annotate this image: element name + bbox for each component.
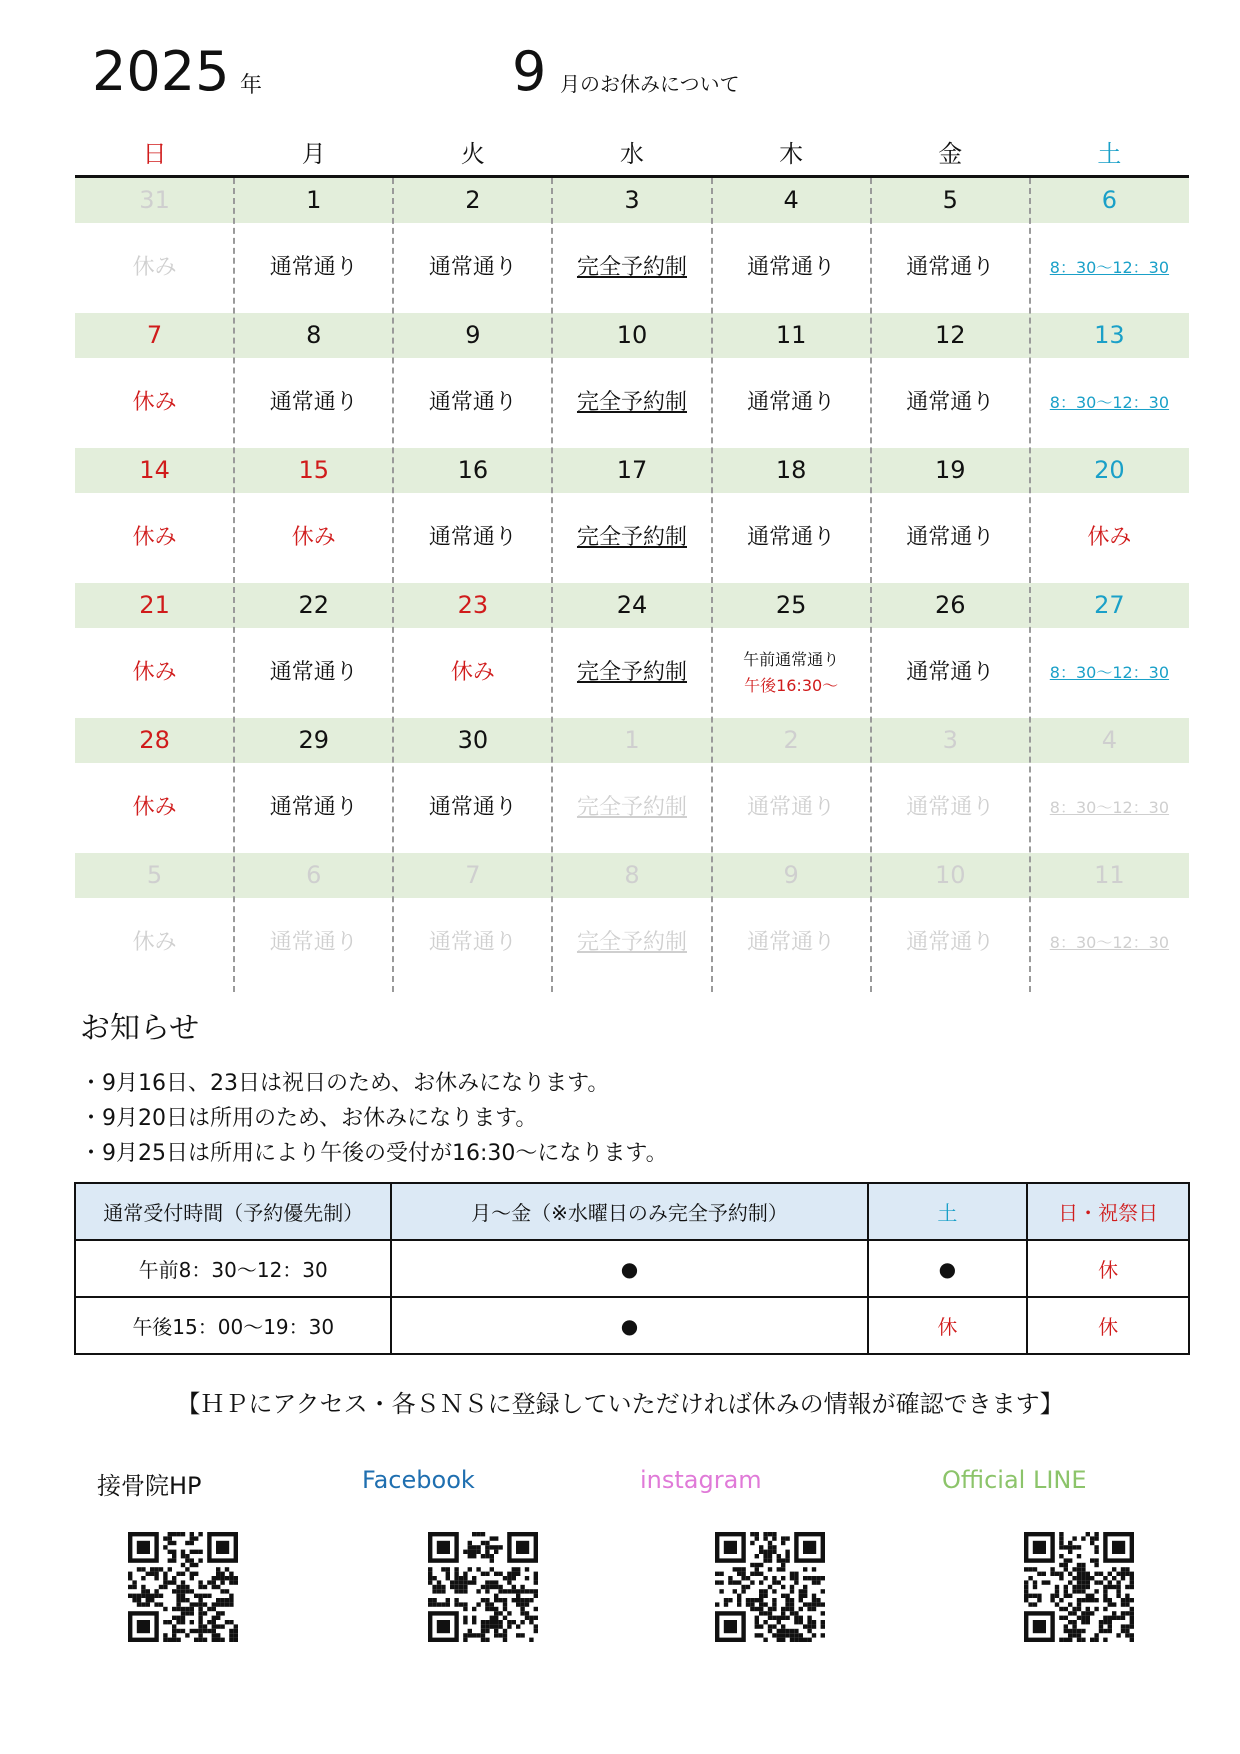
calendar-week-row [75,583,1189,718]
day-number: 8 [624,861,640,889]
day-status-text: 通常通り [428,390,517,415]
calendar-week-row [75,178,1189,313]
qr-code-hp-icon[interactable] [128,1532,238,1642]
day-status-text: 通常通り [747,930,836,955]
hours-table [74,1182,1190,1355]
day-status [1030,493,1189,583]
day-status-text: 通常通り [269,795,358,820]
column-divider [1029,178,1031,992]
day-number: 22 [298,591,329,619]
hours-saturday-value: ● [868,1240,1028,1297]
day-status [712,493,871,583]
qr-code-instagram-icon[interactable] [715,1532,825,1642]
column-divider [233,178,235,992]
day-status-text: 8：30～12：30 [1049,663,1170,682]
day-status-text: 8：30～12：30 [1049,933,1170,952]
day-status [393,223,552,313]
day-status-text: 完全予約制 [576,795,687,820]
notice-line: ・9月20日は所用のため、お休みになります。 [80,1106,538,1131]
day-status [75,358,234,448]
day-number: 4 [783,186,799,214]
day-number: 7 [146,321,163,349]
day-number: 10 [935,861,966,889]
day-status-text: 休み [291,525,336,550]
day-status-text: 通常通り [906,795,995,820]
hours-saturday-value: 休 [868,1297,1028,1354]
day-number: 3 [624,186,640,214]
day-number: 25 [775,591,807,619]
day-number: 31 [139,186,170,214]
column-divider [551,178,553,992]
sns-label-hp: 接骨院HP [97,1472,202,1500]
weekday-header: 土 [1097,140,1122,168]
day-number: 17 [616,456,648,484]
calendar [75,134,1189,992]
day-number: 5 [942,186,958,214]
qr-code-line-icon[interactable] [1024,1532,1134,1642]
sns-label-facebook: Facebook [362,1466,475,1494]
hours-weekday-value: ● [391,1240,867,1297]
day-status [234,628,393,718]
column-divider [392,178,394,992]
calendar-week-row [75,853,1189,988]
day-status-text: 完全予約制 [576,390,687,415]
day-status-text: 通常通り [428,255,517,280]
year: 2025 [92,40,230,103]
day-status-text: 通常通り [269,390,358,415]
day-status [552,358,711,448]
day-status [712,223,871,313]
month: 9 [512,40,547,103]
day-status [1030,223,1189,313]
day-number: 1 [306,186,322,214]
day-status [552,763,711,853]
day-status [393,628,552,718]
hours-holiday-value: 休 [1027,1297,1189,1354]
day-number: 14 [139,456,170,484]
weekday-header: 水 [619,140,644,168]
day-status-text: 通常通り [747,255,836,280]
day-number: 15 [298,456,329,484]
day-number: 2 [783,726,799,754]
day-status-text: 休み [132,255,177,280]
day-status-text: 通常通り [906,930,995,955]
day-status [1030,898,1189,988]
day-status-text: 通常通り [428,930,517,955]
day-number: 11 [1094,861,1125,889]
day-number: 6 [1101,186,1118,214]
weekday-header: 日 [142,140,167,168]
day-status-text: 通常通り [906,525,995,550]
day-status-text: 完全予約制 [576,525,687,550]
day-status-text: 休み [132,525,177,550]
day-number: 26 [935,591,966,619]
day-status [552,223,711,313]
hours-header-sunday-holiday: 日・祝祭日 [1027,1183,1189,1240]
day-number: 13 [1094,321,1125,349]
day-status [393,898,552,988]
notice-title: お知らせ [80,1011,200,1046]
day-status-text: 休み [132,390,177,415]
day-status [871,223,1030,313]
day-status-text: 休み [450,660,495,685]
day-status-text: 完全予約制 [576,660,687,685]
day-status-text: 通常通り [428,795,517,820]
day-status-text: 休み [1087,525,1132,550]
day-status [234,898,393,988]
day-status-text: 通常通り [747,390,836,415]
day-status [234,763,393,853]
day-status-text: 8：30～12：30 [1049,393,1170,412]
day-status [75,763,234,853]
day-status [234,223,393,313]
day-status-text: 通常通り [747,525,836,550]
qr-code-facebook-icon[interactable] [428,1532,538,1642]
sns-label-instagram: instagram [640,1466,762,1494]
day-status-text: 通常通り [269,255,358,280]
day-number: 21 [139,591,170,619]
day-status [75,628,234,718]
day-status-text: 8：30～12：30 [1049,798,1170,817]
day-status [234,493,393,583]
day-status [871,628,1030,718]
day-status-text: 通常通り [428,525,517,550]
day-status [871,763,1030,853]
day-status-text: 8：30～12：30 [1049,258,1170,277]
day-status [712,358,871,448]
day-number: 10 [616,321,648,349]
day-number: 23 [457,591,489,619]
day-status [871,898,1030,988]
calendar-week-row [75,448,1189,583]
day-status-text: 休み [132,930,177,955]
notice-line: ・9月16日、23日は祝日のため、お休みになります。 [80,1071,610,1096]
weekday-header: 金 [938,140,963,168]
day-number: 29 [298,726,329,754]
hours-holiday-value: 休 [1027,1240,1189,1297]
day-number: 7 [465,861,481,889]
day-status [712,628,871,718]
day-status [552,493,711,583]
day-status-text: 通常通り [906,390,995,415]
day-status-text: 午前通常通り [743,650,840,669]
day-status [393,358,552,448]
day-status [234,358,393,448]
day-number: 18 [775,456,807,484]
day-status [393,493,552,583]
day-number: 20 [1094,456,1125,484]
day-number: 19 [935,456,966,484]
day-number: 9 [465,321,481,349]
weekday-header: 月 [301,140,326,168]
month-title: 月のお休みについて [560,72,740,96]
weekday-header: 木 [779,140,804,168]
day-number: 3 [942,726,958,754]
day-number: 9 [783,861,799,889]
day-status-text: 通常通り [269,930,358,955]
day-status [75,223,234,313]
day-status [552,898,711,988]
day-number: 24 [616,591,648,619]
day-number: 2 [465,186,481,214]
calendar-week-row [75,718,1189,853]
hours-row-morning [75,1240,1189,1297]
day-status-text: 休み [132,660,177,685]
sns-label-line: Official LINE [942,1466,1087,1494]
column-divider [711,178,713,992]
day-number: 4 [1101,726,1118,754]
day-number: 30 [457,726,489,754]
day-status-text: 完全予約制 [576,930,687,955]
day-number: 8 [306,321,322,349]
day-status-text: 通常通り [269,660,358,685]
day-status [75,898,234,988]
hours-weekday-value: ● [391,1297,867,1354]
hours-header-saturday: 土 [868,1183,1028,1240]
day-number: 12 [935,321,966,349]
day-status-text-2: 午後16:30～ [744,676,839,695]
hours-row-afternoon [75,1297,1189,1354]
day-status [871,358,1030,448]
column-divider [870,178,872,992]
day-status [552,628,711,718]
day-number: 1 [624,726,640,754]
day-status [393,763,552,853]
day-status-text: 通常通り [747,795,836,820]
hours-time: 午前8：30～12：30 [75,1240,391,1297]
hours-header-time: 通常受付時間（予約優先制） [75,1183,391,1240]
day-status-text: 通常通り [906,660,995,685]
day-status-text: 休み [132,795,177,820]
year-unit: 年 [240,73,263,98]
sns-banner: 【ＨＰにアクセス・各ＳＮＳに登録していただければ休みの情報が確認できます】 [176,1390,1064,1418]
day-status [1030,763,1189,853]
notice-line: ・9月25日は所用により午後の受付が16:30～になります。 [80,1141,668,1166]
day-status [712,763,871,853]
weekday-header: 火 [460,140,485,168]
day-number: 11 [775,321,807,349]
day-status [1030,358,1189,448]
day-status [1030,628,1189,718]
day-number: 5 [146,861,163,889]
day-status-text: 完全予約制 [576,255,687,280]
hours-time: 午後15：00～19：30 [75,1297,391,1354]
day-status [712,898,871,988]
day-number: 28 [139,726,170,754]
day-status [871,493,1030,583]
day-number: 6 [306,861,322,889]
day-status [75,493,234,583]
calendar-week-row [75,313,1189,448]
hours-header-row [75,1183,1189,1240]
day-number: 27 [1094,591,1125,619]
day-status-text: 通常通り [906,255,995,280]
day-number: 16 [457,456,489,484]
hours-header-weekday: 月～金（※水曜日のみ完全予約制） [391,1183,867,1240]
